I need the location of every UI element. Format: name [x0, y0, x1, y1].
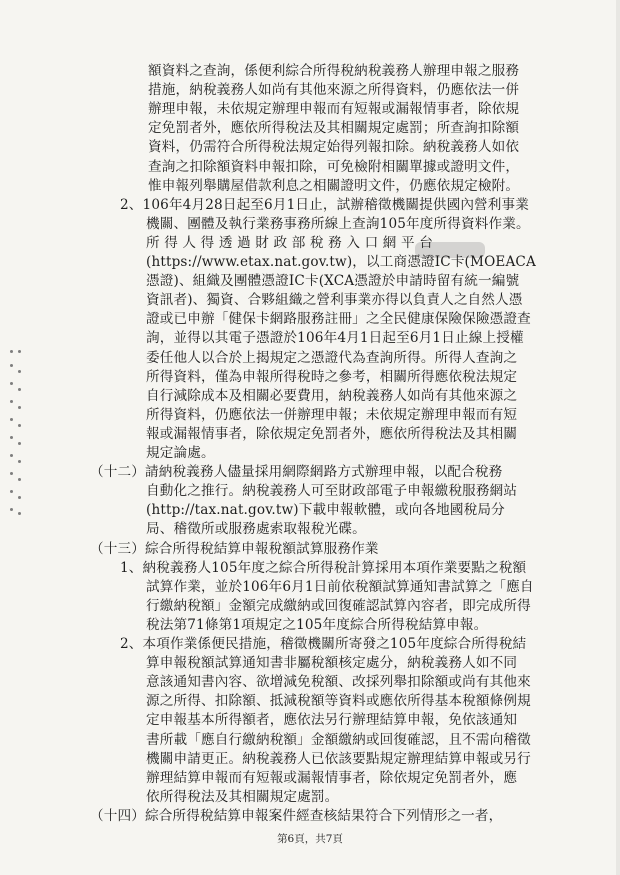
text-line: 意該通知書內容、欲增減免稅額、改採列舉扣除額或尚有其他來	[146, 674, 531, 691]
text-line: 局、稽徵所或服務處索取報稅光碟。	[146, 521, 366, 538]
text-line: 所得資料，僅為申報所得稅時之參考，相關所得應依稅法規定	[146, 368, 518, 385]
text-line: 證或已申辦「健保卡網路服務註冊」之全民健康保險保險憑證查	[146, 311, 531, 328]
text-line: 措施，納稅義務人如尚有其他來源之所得資料，仍應依法一併	[148, 82, 520, 99]
text-line: 依所得稅法及其相關規定處罰。	[146, 788, 339, 805]
binding-holes	[8, 350, 28, 515]
text-line: 所得資料，仍應依法一併辦理申報；未依規定辦理申報而有短	[146, 406, 518, 423]
text-line: 資訊者)、獨資、合夥組織之營利事業亦得以負責人之自然人憑	[146, 292, 523, 309]
text-line: 試算作業，並於106年6月1日前依稅額試算通知書試算之「應自	[146, 578, 534, 595]
text-line: 行繳納稅額」金額完成繳納或回復確認試算內容者，即完成所得	[146, 597, 531, 614]
text-line: 2、本項作業係便民措施，稽徵機關所寄發之105年度綜合所得稅結	[120, 636, 527, 652]
text-line: 自動化之推行。納稅義務人可至財政部電子申報繳稅服務網站	[146, 483, 518, 500]
text-line: 機關、團體及執行業務事務所線上查詢105年度所得資料作業。	[146, 215, 530, 232]
text-line: 2、106年4月28日起至6月1日止，試辦稽徵機關提供國內營利事業	[120, 196, 530, 213]
text-line: 報或漏報情事者，除依規定免罰者外，應依所得稅法及其相關	[146, 425, 518, 442]
scan-edge	[616, 0, 620, 875]
text-line: 稅法第71條第1項規定之105年度綜合所得稅結算申報。	[146, 616, 488, 633]
text-line: 所 得 人 得 透 過 財 政 部 稅 務 入 口 網 平 台	[146, 234, 433, 251]
text-line: 源之所得、扣除額、抵減稅額等資料或應依所得基本稅額條例規	[146, 693, 531, 710]
section-heading: （十三）綜合所得稅結算申報稅額試算服務作業	[90, 540, 379, 557]
page-footer: 第6頁，共7頁	[277, 833, 343, 845]
text-line: 機關申請更正。納稅義務人已依該要點規定辦理結算申報或另行	[146, 750, 531, 767]
text-line: 資料，仍需符合所得稅法規定始得列報扣除。納稅義務人如依	[148, 139, 520, 156]
text-line: 委任他人以合於上揭規定之憑證代為查詢所得。所得人查詢之	[146, 349, 518, 366]
text-line: 額資料之查詢，係便利綜合所得稅納稅義務人辦理申報之服務	[148, 63, 520, 79]
text-line: 辦理申報，未依規定辦理申報而有短報或漏報情事者，除依規	[148, 101, 520, 118]
section-heading: （十四）綜合所得稅結算申報案件經查核結果符合下列情形之一者，	[90, 807, 503, 824]
text-line: 辦理結算申報而有短報或漏報情事者，除依規定免罰者外，應	[146, 769, 518, 786]
text-line: 定免罰者外，應依所得稅法及其相關規定處罰；所查詢扣除額	[148, 120, 520, 137]
text-line: (http://tax.nat.gov.tw)下載申報軟體，或向各地國稅局分	[146, 502, 505, 519]
text-line: 規定論處。	[146, 445, 215, 461]
text-line: 1、納稅義務人105年度之綜合所得稅計算採用本項作業要點之稅額	[120, 559, 527, 576]
text-line: 憑證)、組織及團體憑證IC卡(XCA憑證於申請時留有統一編號	[146, 273, 520, 290]
text-line: 書所載「應自行繳納稅額」金額繳納或回復確認，且不需向稽徵	[146, 731, 531, 748]
text-line: 詢，並得以其電子憑證於106年4月1日起至6月1日止線上授權	[146, 330, 524, 347]
section-heading: （十二）請納稅義務人儘量採用網際網路方式辦理申報，以配合稅務	[90, 464, 503, 481]
text-line: 定申報基本所得額者，應依法另行辦理結算申報，免依該通知	[146, 712, 518, 729]
text-line: 算申報稅額試算通知書非屬稅額核定處分，納稅義務人如不同	[146, 655, 518, 672]
text-line: 惟申報列舉購屋借款利息之相關證明文件，仍應依規定檢附。	[148, 177, 520, 194]
text-line: (https://www.etax.nat.gov.tw)，以工商憑證IC卡(MOEACA	[146, 254, 536, 270]
text-line: 查詢之扣除額資料申報扣除，可免檢附相關單據或證明文件，	[148, 158, 520, 175]
text-line: 自行減除成本及相關必要費用，納稅義務人如尚有其他來源之	[146, 387, 518, 404]
